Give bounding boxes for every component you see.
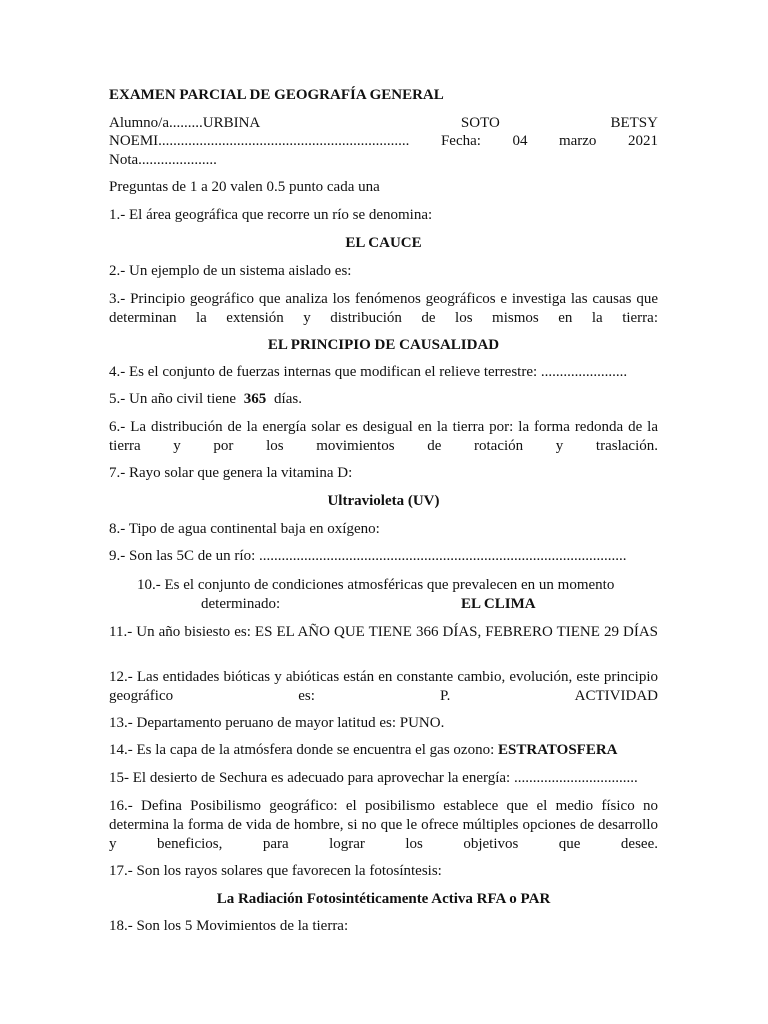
student-second-name: NOEMI...................................................................: [109, 133, 410, 149]
answer-14: ESTRATOSFERA: [498, 742, 618, 758]
question-12: 12.- Las entidades bióticas y abióticas están en constante cambio, evolución, este principio geográfico es: P. ACTIVIDAD: [109, 669, 658, 704]
question-13: 13.- Departamento peruano de mayor latitud es: PUNO.: [109, 715, 445, 731]
instructions: Preguntas de 1 a 20 valen 0.5 punto cada una: [109, 179, 380, 195]
question-5: [109, 390, 658, 409]
student-label: Alumno/a.........URBINA: [109, 115, 261, 131]
question-1: 1.- El área geográfica que recorre un río se denomina:: [109, 207, 433, 223]
question-5-text: 5.- Un año civil tiene: [109, 391, 237, 407]
fecha-label: Fecha:: [440, 133, 481, 149]
question-10: 10.- Es el conjunto de condiciones atmosféricas que prevalecen en un momento: [137, 577, 615, 593]
question-14: [109, 741, 658, 760]
question-7: 7.- Rayo solar que genera la vitamina D:: [109, 465, 353, 481]
question-6: 6.- La distribución de la energía solar es desigual en la tierra por: la forma redonda de la tierra y por los movimientos de rotación y traslación.: [109, 419, 658, 454]
question-14-text: 14.- Es la capa de la atmósfera donde se encuentra el gas ozono:: [109, 742, 495, 758]
question-11: 11.- Un año bisiesto es: ES EL AÑO QUE TIENE 366 DÍAS, FEBRERO TIENE 29 DÍAS: [109, 624, 658, 640]
page-title: EXAMEN PARCIAL DE GEOGRAFÍA GENERAL: [109, 87, 444, 103]
answer-10: EL CLIMA: [461, 596, 536, 612]
student-line-2: [109, 132, 658, 151]
question-2: 2.- Un ejemplo de un sistema aislado es:: [109, 263, 352, 279]
fecha-year: 2021: [627, 133, 658, 149]
answer-3: EL PRINCIPIO DE CAUSALIDAD: [267, 337, 500, 353]
question-3: 3.- Principio geográfico que analiza los fenómenos geográficos e investiga las causas que determinan la extensión y distribución de los mismos en la tierra:: [109, 291, 658, 326]
answer-5: 365: [243, 391, 267, 407]
question-5-unit: días.: [274, 391, 302, 407]
answer-17: La Radiación Fotosintéticamente Activa RFA o PAR: [216, 891, 551, 907]
answer-7: Ultravioleta (UV): [327, 493, 440, 509]
question-15: 15- El desierto de Sechura es adecuado para aprovechar la energía: .................................: [109, 770, 638, 786]
nota-line: Nota.....................: [109, 152, 217, 168]
student-line-1: [109, 114, 658, 133]
fecha-day: 04: [512, 133, 528, 149]
student-surname-2: SOTO: [460, 115, 500, 131]
answer-1: EL CAUCE: [345, 235, 422, 251]
question-10-cont: determinado:: [201, 596, 281, 612]
question-16: 16.- Defina Posibilismo geográfico: el posibilismo establece que el medio físico no determina la forma de vida de hombre, si no que le ofrece múltiples opciones de desarrollo y beneficios, para lograr los objetivos que desee.: [109, 798, 658, 852]
question-18: 18.- Son los 5 Movimientos de la tierra:: [109, 918, 349, 934]
fecha-month: marzo: [558, 133, 597, 149]
question-8: 8.- Tipo de agua continental baja en oxígeno:: [109, 521, 380, 537]
question-9: 9.- Son las 5C de un río: ..................................................................................................: [109, 548, 627, 564]
question-17: 17.- Son los rayos solares que favorecen la fotosíntesis:: [109, 863, 442, 879]
question-4: 4.- Es el conjunto de fuerzas internas que modifican el relieve terrestre: .......................: [109, 364, 628, 380]
student-first-name: BETSY: [610, 115, 658, 131]
